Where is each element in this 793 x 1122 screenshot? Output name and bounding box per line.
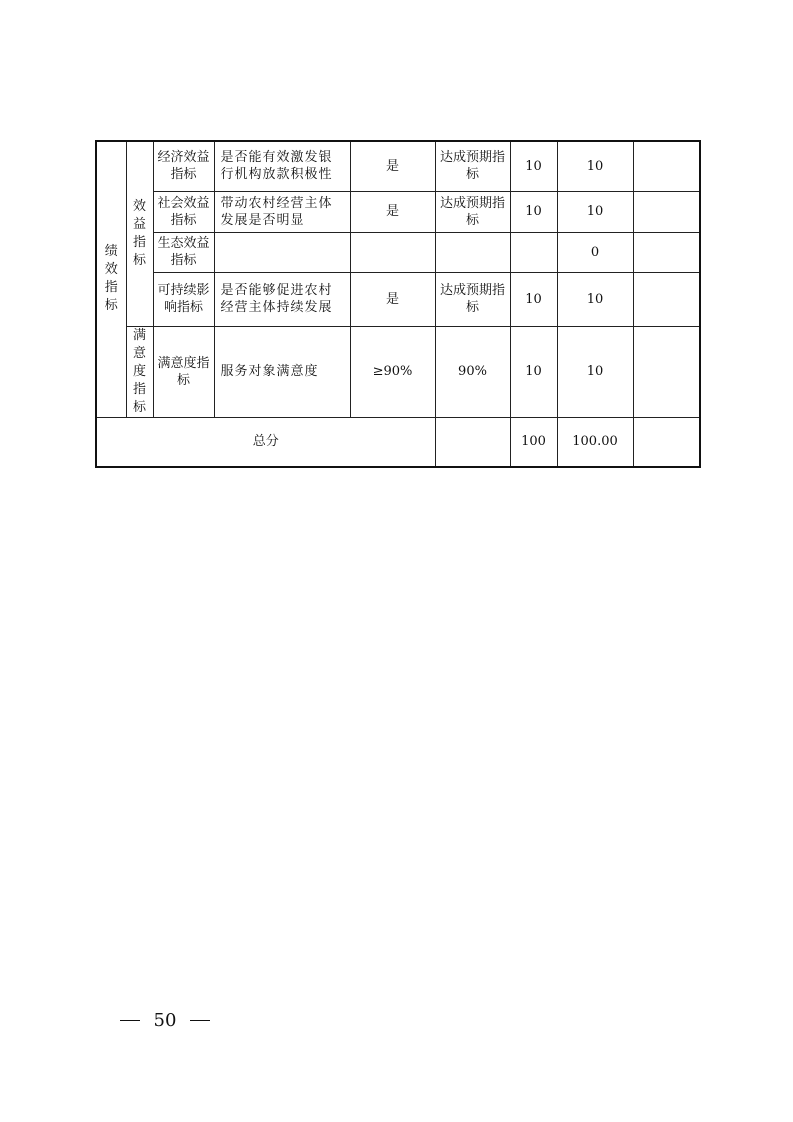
target-value [350, 232, 435, 272]
indicator-description: 服务对象满意度 [214, 326, 350, 417]
total-score: 100.00 [557, 417, 633, 467]
total-actual [435, 417, 510, 467]
remark-cell [633, 232, 700, 272]
footer-dash-right [190, 1020, 210, 1021]
target-value: 是 [350, 191, 435, 232]
performance-table [95, 140, 701, 468]
level1-label: 绩效指标 [104, 244, 118, 314]
score-value: 10 [557, 326, 633, 417]
weight-value: 10 [510, 326, 557, 417]
indicator-description [214, 232, 350, 272]
remark-cell [633, 191, 700, 232]
table-row [96, 326, 700, 417]
group-satisfaction-cell [126, 326, 153, 417]
group-benefit-cell [126, 141, 153, 326]
target-value: 是 [350, 272, 435, 326]
actual-value: 达成预期指标 [435, 141, 510, 191]
weight-value: 10 [510, 272, 557, 326]
total-row [96, 417, 700, 467]
weight-value [510, 232, 557, 272]
l2-indicator: 生态效益指标 [153, 232, 214, 272]
group-satisfaction-label: 满意度指标 [132, 327, 146, 415]
table-row [96, 141, 700, 191]
l2-indicator: 可持续影响指标 [153, 272, 214, 326]
target-value: ≥90% [350, 326, 435, 417]
score-value: 10 [557, 141, 633, 191]
actual-value: 达成预期指标 [435, 191, 510, 232]
weight-value: 10 [510, 141, 557, 191]
actual-value: 90% [435, 326, 510, 417]
weight-value: 10 [510, 191, 557, 232]
indicator-description: 是否能够促进农村经营主体持续发展 [214, 272, 350, 326]
total-weight: 100 [510, 417, 557, 467]
remark-cell [633, 141, 700, 191]
l2-indicator: 社会效益指标 [153, 191, 214, 232]
page-number: 50 [153, 1010, 177, 1031]
score-value: 10 [557, 191, 633, 232]
level1-cell [96, 141, 126, 417]
l2-indicator: 满意度指标 [153, 326, 214, 417]
total-remark [633, 417, 700, 467]
remark-cell [633, 326, 700, 417]
footer-dash-left [120, 1020, 140, 1021]
target-value: 是 [350, 141, 435, 191]
table-row [96, 272, 700, 326]
actual-value: 达成预期指标 [435, 272, 510, 326]
table-row [96, 191, 700, 232]
indicator-description: 是否能有效激发银行机构放款积极性 [214, 141, 350, 191]
total-label: 总分 [96, 417, 435, 467]
table-row [96, 232, 700, 272]
score-value: 10 [557, 272, 633, 326]
l2-indicator: 经济效益指标 [153, 141, 214, 191]
group-benefit-label: 效益指标 [132, 198, 146, 268]
indicator-description: 带动农村经营主体发展是否明显 [214, 191, 350, 232]
remark-cell [633, 272, 700, 326]
actual-value [435, 232, 510, 272]
page-footer [120, 1010, 210, 1031]
score-value: 0 [557, 232, 633, 272]
